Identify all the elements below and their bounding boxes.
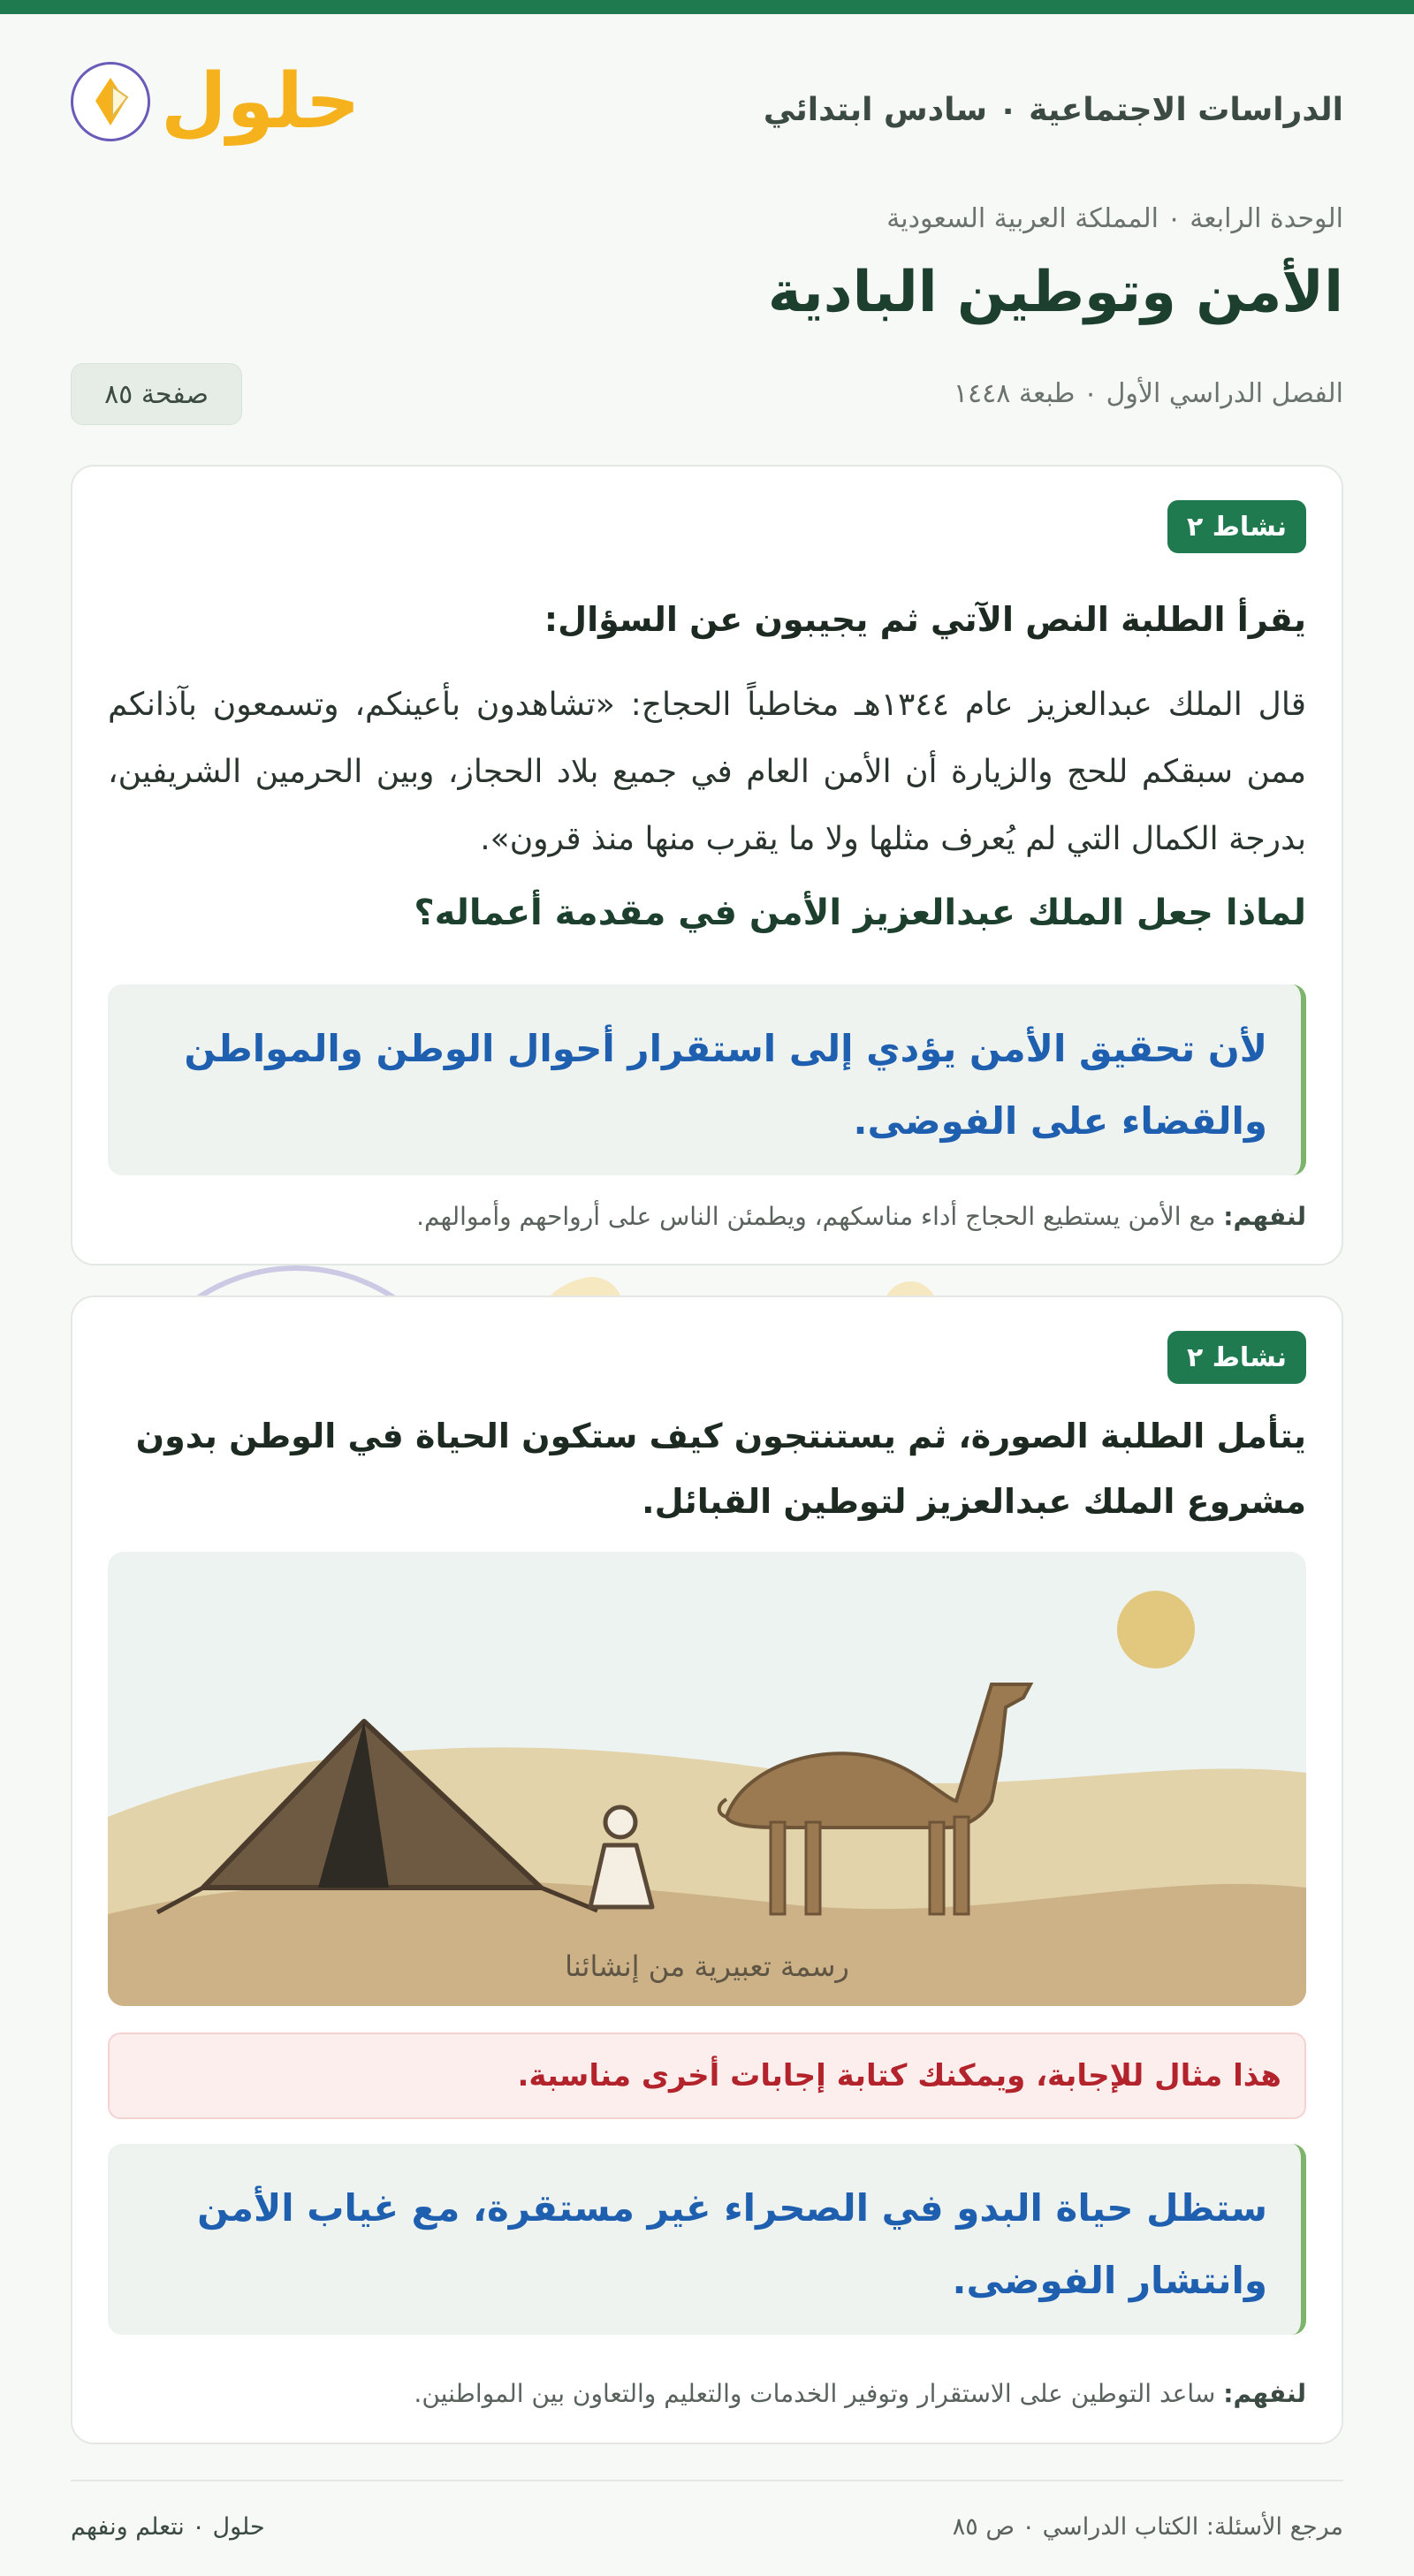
- footer-brand: حلول ٠ نتعلم ونفهم: [71, 2513, 265, 2541]
- page-title: الأمن وتوطين البادية: [767, 260, 1343, 325]
- footer-divider: [71, 2480, 1343, 2481]
- activity-prompt: يتأمل الطلبة الصورة، ثم يستنتجون كيف ستكون الحياة في الوطن بدون مشروع الملك عبدالعزيز لتوطين القبائل.: [135, 1417, 1306, 1521]
- note-text: [108, 1202, 1306, 1231]
- answer-box: لأن تحقيق الأمن يؤدي إلى استقرار أحوال الوطن والمواطن والقضاء على الفوضى.: [108, 984, 1306, 1175]
- activity-prompt: يقرأ الطلبة النص الآتي ثم يجيبون عن السؤال:: [544, 600, 1306, 639]
- page-number-badge: صفحة ٨٥: [71, 363, 242, 425]
- page-content: [71, 14, 1343, 2541]
- note-label: لنفهم:: [1223, 2379, 1306, 2408]
- quote-text: قال الملك عبدالعزيز عام ١٣٤٤هـ مخاطباً الحجاج: «تشاهدون بأعينكم، وتسمعون بآذانكم ممن سبقكم للحج والزيارة أن الأمن العام في جميع بلاد الحجاز، وبين الحرمين الشريفين، بدرجة الكمال التي لم يُعرف مثلها ولا ما يقرب منها منذ قرون».: [108, 687, 1306, 857]
- term-label: الفصل الدراسي الأول ٠ طبعة ١٤٤٨: [953, 378, 1343, 409]
- desert-scene-image: [108, 1552, 1306, 2006]
- activity-card-2: [71, 1296, 1343, 2444]
- note-body: ساعد التوطين على الاستقرار وتوفير الخدمات والتعليم والتعاون بين المواطنين.: [414, 2379, 1224, 2408]
- note-body: مع الأمن يستطيع الحجاج أداء مناسكهم، ويطمئن الناس على أرواحهم وأموالهم.: [416, 1202, 1224, 1231]
- subject-title: الدراسات الاجتماعية ٠ سادس ابتدائي: [763, 92, 1343, 128]
- desert-illustration: [108, 1552, 1306, 2006]
- note-text: [108, 2379, 1306, 2408]
- activity-badge: نشاط ٢: [1167, 1331, 1306, 1384]
- brand-logo[interactable]: [71, 57, 361, 146]
- question-text: لماذا جعل الملك عبدالعزيز الأمن في مقدمة أعماله؟: [414, 893, 1306, 933]
- note-label: لنفهم:: [1223, 1202, 1306, 1231]
- logo-text: حلول: [161, 57, 361, 146]
- activity-badge: نشاط ٢: [1167, 500, 1306, 553]
- footer-reference: مرجع الأسئلة: الكتاب الدراسي ٠ ص ٨٥: [952, 2513, 1343, 2541]
- top-accent-bar: [0, 0, 1414, 14]
- illustration-caption: رسمة تعبيرية من إنشائنا: [565, 1949, 849, 1983]
- logo-emblem-icon: [71, 62, 150, 141]
- example-answer-warning: هذا مثال للإجابة، ويمكنك كتابة إجابات أخرى مناسبة.: [108, 2033, 1306, 2119]
- activity-card-1: [71, 465, 1343, 1265]
- unit-label: الوحدة الرابعة ٠ المملكة العربية السعودية: [886, 203, 1343, 234]
- page-header: [71, 14, 1343, 217]
- answer-box: ستظل حياة البدو في الصحراء غير مستقرة، مع غياب الأمن وانتشار الفوضى.: [108, 2144, 1306, 2335]
